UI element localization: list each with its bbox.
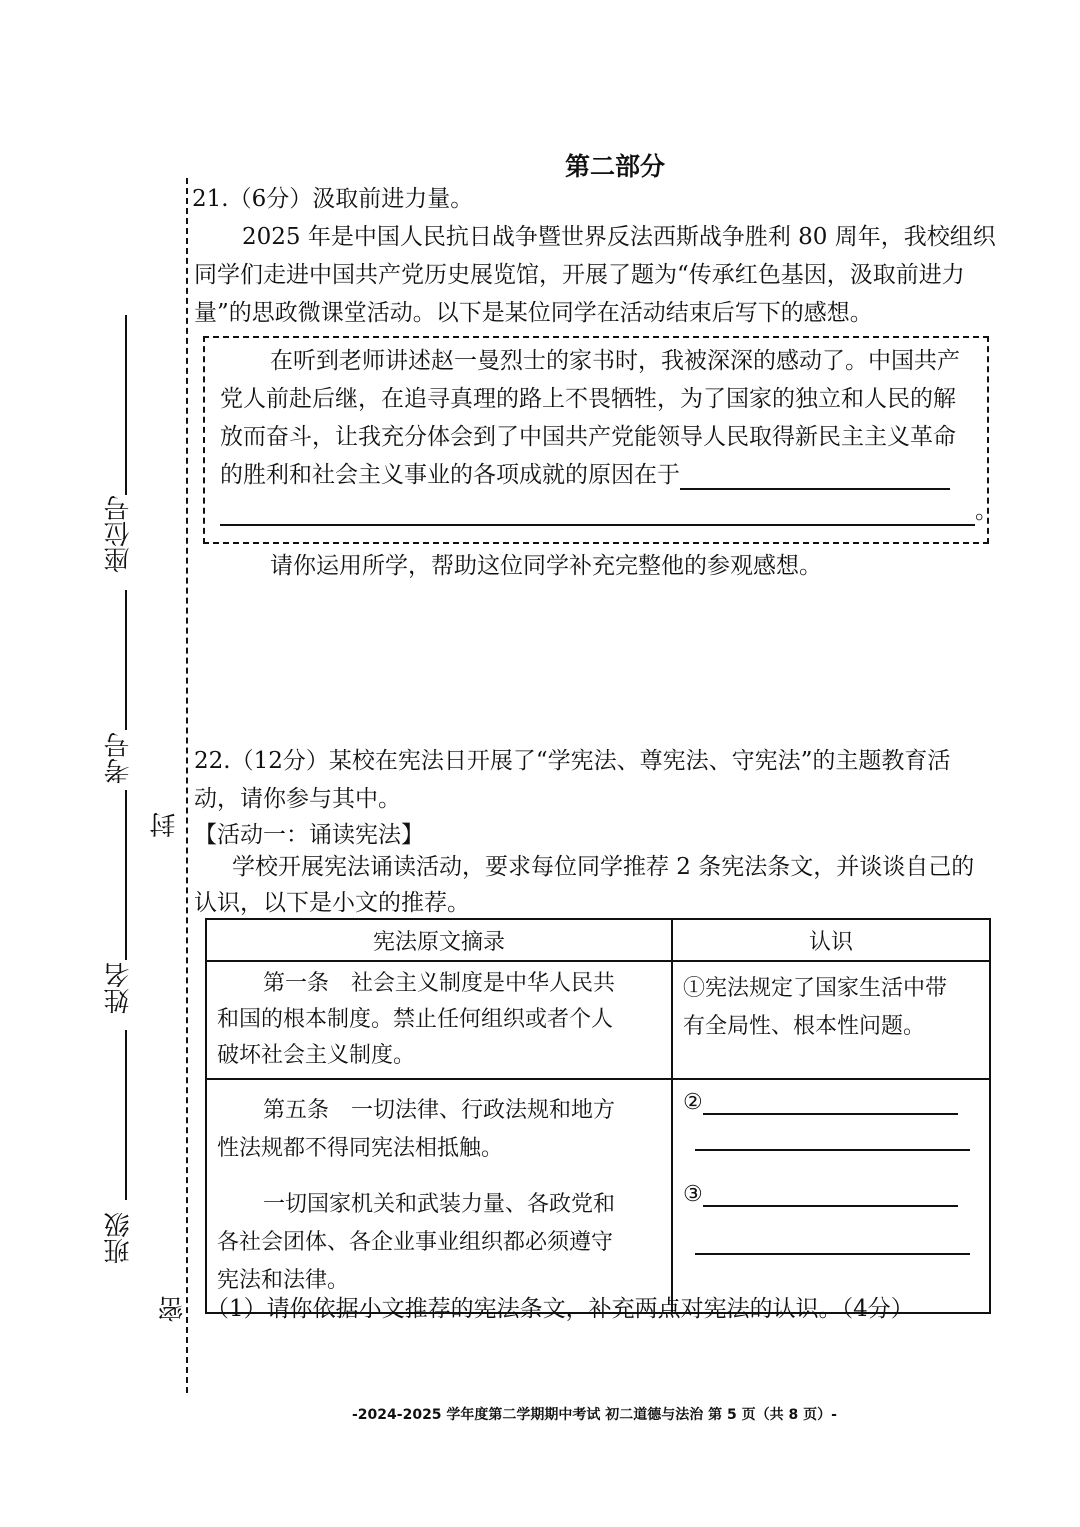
binding-line [186, 178, 188, 1393]
q21-intro-line1: 2025 年是中国人民抗日战争暨世界反法西斯战争胜利 80 周年，我校组织 [242, 224, 996, 250]
understanding-one-line2: 有全局性、根本性问题。 [683, 1014, 926, 1039]
answer-blank-2-line2[interactable] [695, 1129, 970, 1151]
class-line [125, 1030, 127, 1200]
article-one-line3: 破坏社会主义制度。 [217, 1043, 416, 1068]
q21-prompt: 请你运用所学，帮助这位同学补充完整他的参观感想。 [270, 553, 822, 579]
q22-intro-line2: 认识，以下是小文的推荐。 [194, 890, 470, 916]
reflection-end-mark: 。 [975, 498, 998, 524]
section-title: 第二部分 [565, 152, 666, 181]
circled-3: ③ [683, 1182, 703, 1207]
col-header-understanding [672, 919, 990, 961]
reflection-line4-text: 的胜利和社会主义事业的各项成就的原因在于 [220, 462, 680, 488]
secret-char: 密 [158, 1296, 188, 1322]
understanding-one-cell [672, 961, 990, 1079]
answer-blank-2[interactable] [220, 504, 975, 526]
table-row [206, 1079, 990, 1313]
reflection-line1: 在听到老师讲述赵一曼烈士的家书时，我被深深的感动了。中国共产 [270, 348, 960, 374]
understanding-two-cell [672, 1079, 990, 1313]
article-one-line2: 和国的根本制度。禁止任何组织或者个人 [217, 1007, 614, 1032]
col-header-understanding-text: 认识 [808, 929, 853, 955]
activity-one-title: 【活动一：诵读宪法】 [194, 822, 424, 848]
reflection-line2: 党人前赴后继，在追寻真理的路上不畏牺牲，为了国家的独立和人民的解 [220, 386, 956, 412]
answer-blank-3-line1[interactable] [703, 1185, 958, 1207]
article-five-cell [206, 1079, 672, 1313]
understanding-one-line1: ①宪法规定了国家生活中带 [683, 976, 948, 1001]
answer-blank-1[interactable] [680, 468, 950, 490]
circled-2: ② [683, 1090, 703, 1115]
article-one-cell [206, 961, 672, 1079]
answer-blank-3-line2[interactable] [695, 1233, 970, 1255]
constitution-table [205, 918, 991, 1314]
page-footer: -2024-2025 学年度第二学期期中考试 初二道德与法治 第 5 页（共 8 页）- [352, 1407, 837, 1423]
exam-no-line [125, 590, 127, 730]
article-five-line4: 各社会团体、各企业事业组织都必须遵守 [217, 1230, 614, 1255]
answer-3-row [683, 1182, 979, 1230]
q22-intro-line1: 学校开展宪法诵读活动，要求每位同学推荐 2 条宪法条文，并谈谈自己的 [232, 854, 975, 880]
name-label: 姓名 [104, 962, 134, 1014]
col-header-excerpt [206, 919, 672, 961]
answer-blank-2-line1[interactable] [703, 1093, 958, 1115]
q22-sub1: （1）请你依据小文推荐的宪法条文，补充两点对宪法的认识。（4分） [206, 1296, 914, 1322]
seat-line [125, 315, 127, 495]
answer-2-row [683, 1090, 979, 1126]
reflection-line3: 放而奋斗，让我充分体会到了中国共产党能领导人民取得新民主主义革命 [220, 424, 956, 450]
exam-no-label: 考号 [104, 732, 134, 784]
reflection-line4 [220, 462, 950, 490]
table-row [206, 961, 990, 1079]
col-header-excerpt-text: 宪法原文摘录 [372, 929, 505, 955]
q22-header-line2: 动，请你参与其中。 [194, 786, 401, 812]
q22-header-line1: 22.（12分）某校在宪法日开展了“学宪法、尊宪法、守宪法”的主题教育活 [194, 748, 951, 774]
reflection-line5 [220, 498, 998, 526]
seal-char: 封 [150, 812, 180, 838]
name-line [125, 790, 127, 960]
article-five-line2: 性法规都不得同宪法相抵触。 [217, 1136, 504, 1161]
q21-header: 21.（6分）汲取前进力量。 [192, 186, 474, 212]
answer-3-row2 [683, 1230, 979, 1255]
answer-2-row2 [683, 1126, 979, 1174]
article-five-line5: 宪法和法律。 [217, 1268, 350, 1293]
table-header-row [206, 919, 990, 961]
article-five-line1: 第五条 一切法律、行政法规和地方 [263, 1098, 616, 1123]
seat-label: 座位号 [104, 495, 134, 573]
article-five-line3: 一切国家机关和武装力量、各政党和 [263, 1192, 616, 1217]
q21-intro-line2: 同学们走进中国共产党历史展览馆，开展了题为“传承红色基因，汲取前进力 [194, 262, 965, 288]
q21-intro-line3: 量”的思政微课堂活动。以下是某位同学在活动结束后写下的感想。 [194, 300, 873, 326]
article-one-line1: 第一条 社会主义制度是中华人民共 [263, 971, 616, 996]
class-label: 班级 [104, 1212, 134, 1264]
